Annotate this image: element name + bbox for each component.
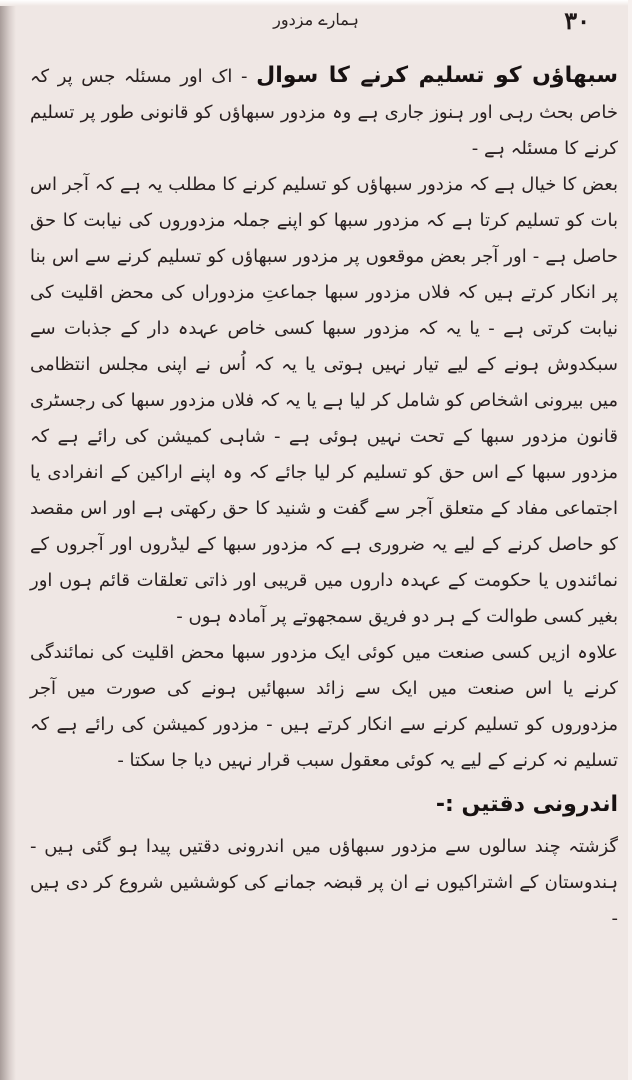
running-title: ہمارے مزدور: [273, 10, 359, 29]
binding-shadow: [0, 0, 16, 1080]
body-text: [30, 58, 618, 937]
paragraph-1: [30, 58, 618, 167]
page-number: ۳۰: [564, 6, 590, 35]
paragraph-3: علاوہ ازیں کسی صنعت میں کوئی ایک مزدور سبھا محض اقلیت کی نمائندگی کرنے یا اس صنعت میں ایک سے زائد سبھائیں ہونے کی صورت میں آجر مزدوروں کو تسلیم کرنے سے انکار کرتے ہیں - مزدور کمیشن کی رائے ہے کہ تسلیم نہ کرنے کے لیے یہ کوئی معقول سبب قرار نہیں دیا جا سکتا -: [30, 642, 618, 771]
section-title: سبھاؤں کو تسلیم کرنے کا سوال: [256, 63, 618, 88]
subheading: اندرونی دقتیں :-: [435, 792, 618, 817]
paragraph-4: گزشتہ چند سالوں سے مزدور سبھاؤں میں اندرونی دقتیں پیدا ہو گئی ہیں - ہندوستان کے اشتراکیوں نے ان پر قبضہ جمانے کی کوششیں شروع کر دی ہیں -: [30, 836, 618, 929]
page-header: [24, 6, 608, 44]
right-edge: [628, 0, 632, 1080]
paragraph-1-text: - اک اور مسئلہ جس پر کہ خاص بحث رہی اور ہنوز جاری ہے وہ مزدور سبھاؤں کو قانونی طور پر تسلیم کرنے کا مسئلہ ہے -: [30, 66, 618, 159]
paragraph-2: بعض کا خیال ہے کہ مزدور سبھاؤں کو تسلیم کرنے کا مطلب یہ ہے کہ آجر اس بات کو تسلیم کرتا ہے کہ مزدور سبھا کو اپنے جملہ مزدوروں کی نیابت کا حق حاصل ہے - اور آجر بعض موقعوں پر مزدور سبھاؤں کو تسلیم کرنے سے اس بنا پر انکار کرتے ہیں کہ فلاں مزدور سبھا جماعتِ مزدوراں کی محض اقلیت کی نیابت کرتی ہے - یا یہ کہ مزدور سبھا کسی خاص عہدہ دار کے جذبات سے سبکدوش ہونے کے لیے تیار نہیں ہوتی یا یہ کہ اُس نے اپنی مجلس انتظامی میں بیرونی اشخاص کو شامل کر لیا ہے یا یہ کہ فلاں مزدور سبھا کی رجسٹری قانون مزدور سبھا کے تحت نہیں ہوئی ہے - شاہی کمیشن کی رائے ہے کہ مزدور سبھا کے اس حق کو تسلیم کر لیا جائے کہ وہ اپنے اراکین کے انفرادی یا اجتماعی مفاد کے متعلق آجر سے گفت و شنید کا حق رکھتی ہے اور اس مقصد کو حاصل کرنے کے لیے یہ ضروری ہے کہ مزدور سبھا کے لیڈروں اور آجروں کے نمائندوں یا حکومت کے عہدہ داروں میں قریبی اور ذاتی تعلقات قائم ہوں اور بغیر کسی طوالت کے ہر دو فریق سمجھوتے پر آمادہ ہوں -: [30, 174, 618, 627]
